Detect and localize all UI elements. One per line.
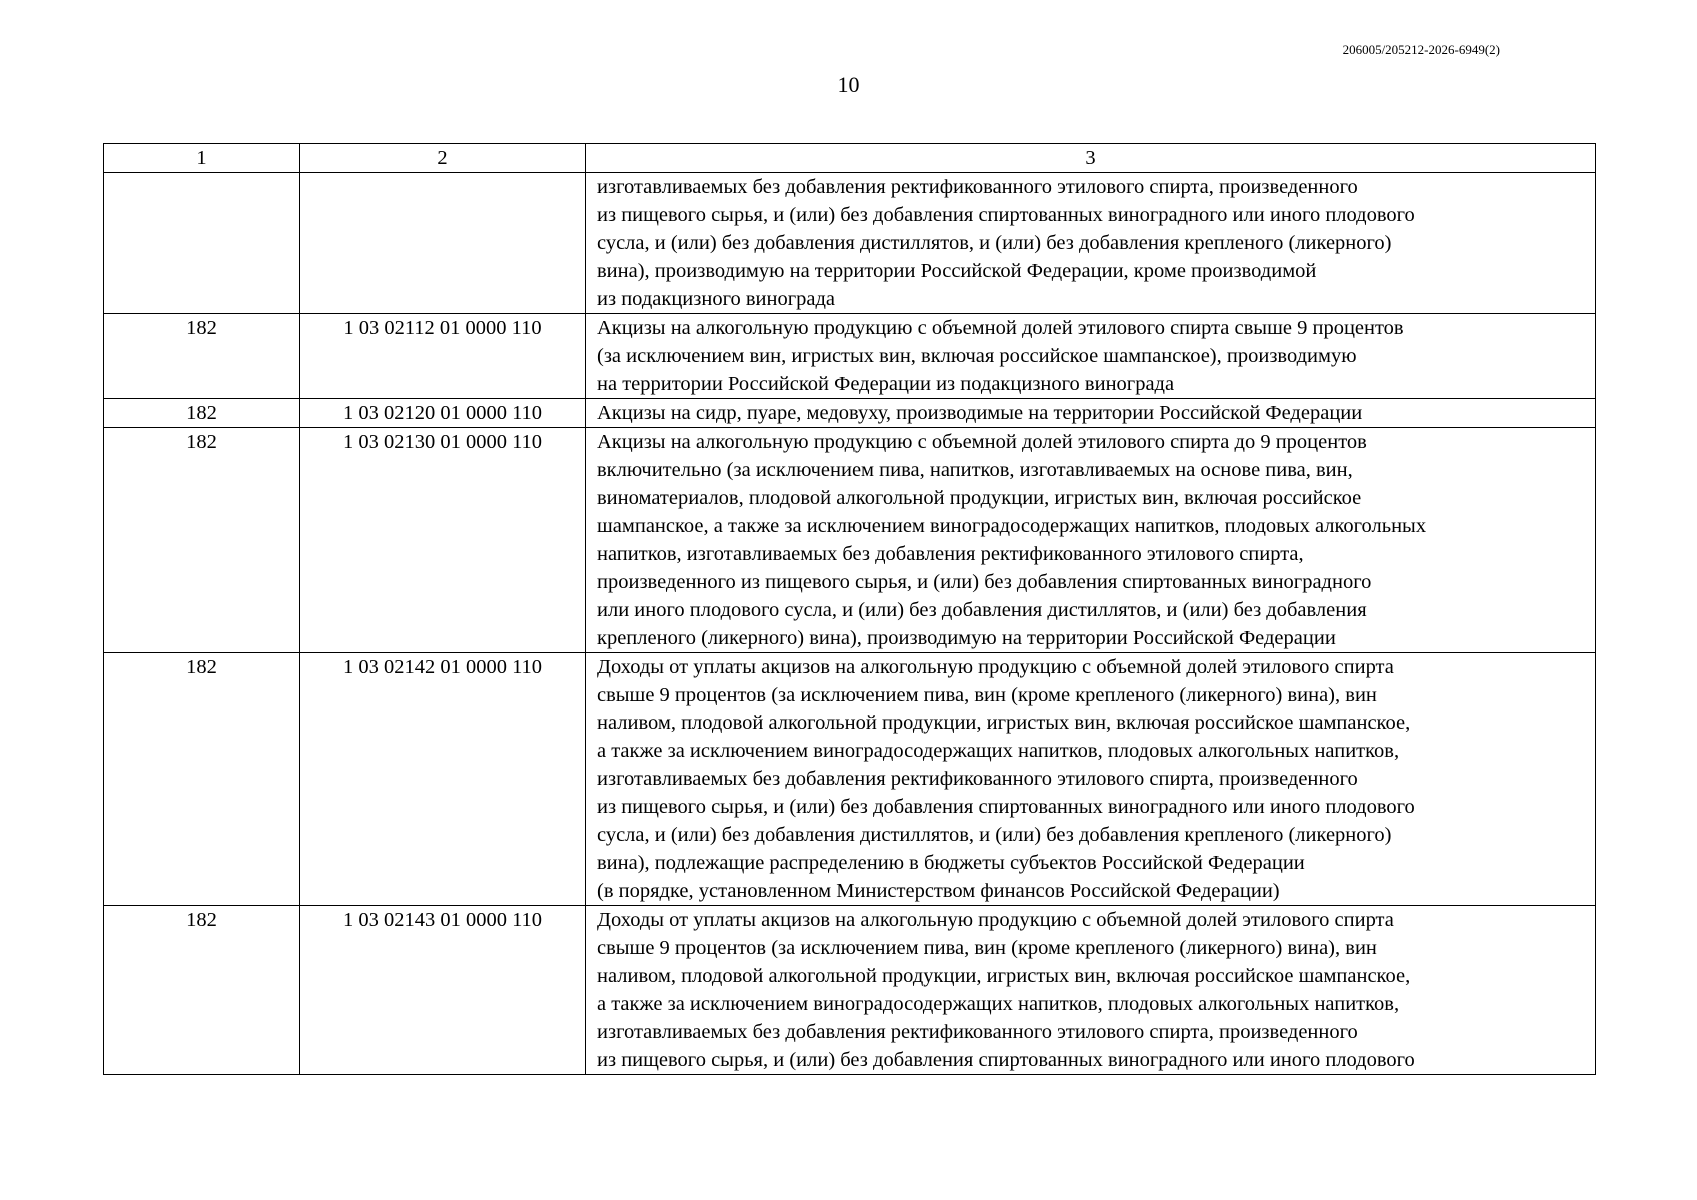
description-cell	[586, 428, 1596, 653]
description-line: вина), подлежащие распределению в бюджеты субъектов Российской Федерации	[597, 852, 1305, 874]
description-line: из подакцизного винограда	[597, 288, 836, 310]
description-line: сусла, и (или) без добавления дистиллятов, и (или) без добавления крепленого (ликерного)	[597, 232, 1392, 254]
table-row	[104, 399, 1596, 428]
admin-code-cell: 182	[104, 314, 300, 399]
column-header-3: 3	[586, 144, 1596, 173]
description-line: сусла, и (или) без добавления дистиллятов, и (или) без добавления крепленого (ликерного)	[597, 824, 1392, 846]
description-line: изготавливаемых без добавления ректификованного этилового спирта, произведенного	[597, 1021, 1358, 1043]
budget-code-cell: 1 03 02130 01 0000 110	[300, 428, 586, 653]
description-line: Доходы от уплаты акцизов на алкогольную продукцию с объемной долей этилового спирта	[597, 909, 1394, 931]
description-line: из пищевого сырья, и (или) без добавления спиртованных виноградного или иного плодового	[597, 204, 1415, 226]
description-cell	[586, 906, 1596, 1075]
description-line: произведенного из пищевого сырья, и (или) без добавления спиртованных виноградного	[597, 571, 1372, 593]
table-row	[104, 906, 1596, 1075]
description-line: Акцизы на алкогольную продукцию с объемной долей этилового спирта свыше 9 процентов	[597, 317, 1404, 339]
description-line: или иного плодового сусла, и (или) без добавления дистиллятов, и (или) без добавления	[597, 599, 1367, 621]
table-row	[104, 314, 1596, 399]
description-cell	[586, 653, 1596, 906]
admin-code-cell	[104, 173, 300, 314]
admin-code-cell: 182	[104, 399, 300, 428]
column-header-1: 1	[104, 144, 300, 173]
description-cell	[586, 173, 1596, 314]
table-header-row	[104, 144, 1596, 173]
description-line: напитков, изготавливаемых без добавления ректификованного этилового спирта,	[597, 543, 1304, 565]
description-line: вина), производимую на территории Российской Федерации, кроме производимой	[597, 260, 1317, 282]
description-cell	[586, 399, 1596, 428]
description-line: наливом, плодовой алкогольной продукции, игристых вин, включая российское шампанское,	[597, 712, 1411, 734]
description-line: виноматериалов, плодовой алкогольной продукции, игристых вин, включая российское	[597, 487, 1362, 509]
description-line: изготавливаемых без добавления ректификованного этилового спирта, произведенного	[597, 176, 1358, 198]
admin-code-cell: 182	[104, 906, 300, 1075]
description-cell	[586, 314, 1596, 399]
table-body	[104, 144, 1596, 1075]
description-line: наливом, плодовой алкогольной продукции, игристых вин, включая российское шампанское,	[597, 965, 1411, 987]
column-header-2: 2	[300, 144, 586, 173]
description-line: Акцизы на сидр, пуаре, медовуху, производимые на территории Российской Федерации	[597, 402, 1363, 424]
budget-code-cell	[300, 173, 586, 314]
budget-code-cell: 1 03 02112 01 0000 110	[300, 314, 586, 399]
description-line: свыше 9 процентов (за исключением пива, вин (кроме крепленого (ликерного) вина), вин	[597, 937, 1377, 959]
budget-code-cell: 1 03 02120 01 0000 110	[300, 399, 586, 428]
description-line: включительно (за исключением пива, напитков, изготавливаемых на основе пива, вин,	[597, 459, 1353, 481]
table-row	[104, 173, 1596, 314]
description-line: шампанское, а также за исключением виноградосодержащих напитков, плодовых алкогольных	[597, 515, 1427, 537]
description-line: изготавливаемых без добавления ректификованного этилового спирта, произведенного	[597, 768, 1358, 790]
budget-code-cell: 1 03 02143 01 0000 110	[300, 906, 586, 1075]
description-line: из пищевого сырья, и (или) без добавления спиртованных виноградного или иного плодового	[597, 796, 1415, 818]
income-codes-table	[103, 143, 1596, 1075]
description-line: Доходы от уплаты акцизов на алкогольную продукцию с объемной долей этилового спирта	[597, 656, 1394, 678]
admin-code-cell: 182	[104, 653, 300, 906]
table-row	[104, 653, 1596, 906]
description-line: Акцизы на алкогольную продукцию с объемной долей этилового спирта до 9 процентов	[597, 431, 1367, 453]
description-line: крепленого (ликерного) вина), производимую на территории Российской Федерации	[597, 627, 1336, 649]
description-line: (за исключением вин, игристых вин, включая российское шампанское), производимую	[597, 345, 1357, 367]
description-line: а также за исключением виноградосодержащих напитков, плодовых алкогольных напитков,	[597, 993, 1400, 1015]
description-line: на территории Российской Федерации из подакцизного винограда	[597, 373, 1175, 395]
document-id: 206005/205212-2026-6949(2)	[1342, 42, 1500, 57]
description-line: из пищевого сырья, и (или) без добавления спиртованных виноградного или иного плодового	[597, 1049, 1415, 1071]
table-row	[104, 428, 1596, 653]
description-line: а также за исключением виноградосодержащих напитков, плодовых алкогольных напитков,	[597, 740, 1400, 762]
budget-code-cell: 1 03 02142 01 0000 110	[300, 653, 586, 906]
description-line: (в порядке, установленном Министерством финансов Российской Федерации)	[597, 880, 1280, 902]
page-number: 10	[837, 72, 860, 97]
description-line: свыше 9 процентов (за исключением пива, вин (кроме крепленого (ликерного) вина), вин	[597, 684, 1377, 706]
admin-code-cell: 182	[104, 428, 300, 653]
